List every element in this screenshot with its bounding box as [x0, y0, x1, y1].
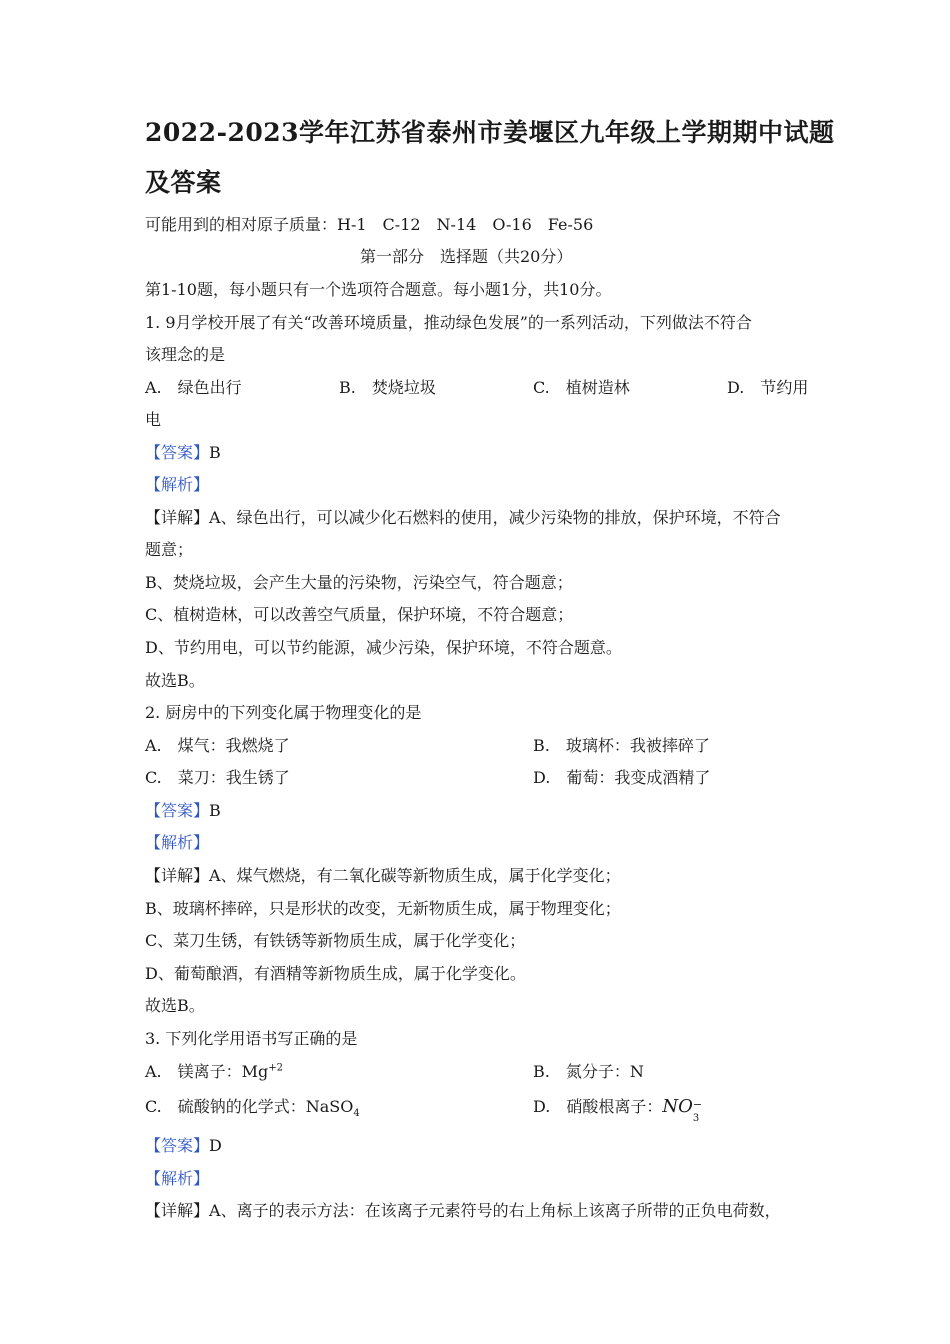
q1-option-a: A. 绿色出行 [145, 378, 242, 397]
q3-option-c [145, 1096, 360, 1118]
detail-tag: 【详解】 [145, 508, 210, 527]
q1-answer-value: B [209, 443, 221, 462]
q2-stem: 2. 厨房中的下列变化属于物理变化的是 [145, 703, 422, 722]
q2-option-a: A. 煤气：我燃烧了 [145, 736, 290, 755]
q2-detail-d: D、葡萄酿酒，有酒精等新物质生成，属于化学变化。 [145, 964, 526, 983]
document-title-continued: 及答案 [145, 168, 222, 197]
q2-detail-b: B、玻璃杯摔碎，只是形状的改变，无新物质生成，属于物理变化； [145, 899, 621, 918]
q3-option-a-formula: Mg [241, 1062, 269, 1081]
q2-option-d: D. 葡萄：我变成酒精了 [533, 768, 711, 787]
q1-detail [145, 507, 781, 529]
q3-option-d-subscript: 3 [692, 1113, 700, 1124]
section-instructions: 第1-10题，每小题只有一个选项符合题意。每小题1分，共10分。 [145, 280, 612, 299]
q3-option-d-charge: − [692, 1098, 703, 1111]
answer-tag: 【答案】 [145, 443, 210, 462]
q1-stem: 1. 9月学校开展了有关“改善环境质量，推动绿色发展”的一系列活动，下列做法不符合 [145, 313, 752, 332]
q3-option-d-scripts [692, 1096, 703, 1124]
q3-option-b: B. 氮分子：N [533, 1062, 644, 1081]
q1-detail-b: B、焚烧垃圾，会产生大量的污染物，污染空气，符合题意； [145, 573, 573, 592]
q1-detail-a-continued: 题意； [145, 540, 194, 559]
answer-tag: 【答案】 [145, 1136, 210, 1155]
detail-tag: 【详解】 [145, 1201, 210, 1220]
q3-option-d-label: D. 硝酸根离子： [533, 1097, 663, 1116]
q3-detail [145, 1200, 781, 1222]
analysis-tag: 【解析】 [145, 833, 210, 852]
q1-option-d-wrap: 电 [145, 410, 162, 429]
analysis-tag: 【解析】 [145, 475, 210, 494]
q2-analysis [145, 832, 209, 854]
detail-tag: 【详解】 [145, 866, 210, 885]
q3-answer [145, 1135, 222, 1157]
q3-option-a-label: A. 镁离子： [145, 1062, 242, 1081]
q2-answer-value: B [209, 801, 221, 820]
q1-detail-c: C、植树造林，可以改善空气质量，保护环境，不符合题意； [145, 605, 574, 624]
q2-detail [145, 865, 621, 887]
q3-analysis [145, 1168, 209, 1190]
q1-analysis [145, 474, 209, 496]
q2-answer [145, 800, 221, 822]
q3-stem: 3. 下列化学用语书写正确的是 [145, 1029, 358, 1048]
q3-option-c-label: C. 硫酸钠的化学式： [145, 1097, 306, 1116]
q3-answer-value: D [209, 1136, 222, 1155]
atomic-masses: 可能用到的相对原子质量：H-1 C-12 N-14 O-16 Fe-56 [145, 215, 594, 234]
q1-answer [145, 442, 221, 464]
q2-detail-c: C、菜刀生锈，有铁锈等新物质生成，属于化学变化； [145, 931, 526, 950]
q1-detail-d: D、节约用电，可以节约能源，减少污染，保护环境，不符合题意。 [145, 638, 622, 657]
q1-conclusion: 故选B。 [145, 671, 205, 690]
q2-conclusion: 故选B。 [145, 996, 205, 1015]
section-heading: 第一部分 选择题（共20分） [360, 247, 573, 266]
q3-option-d-formula: NO [662, 1096, 693, 1117]
document-title: 2022-2023学年江苏省泰州市姜堰区九年级上学期期中试题 [145, 118, 835, 147]
q2-option-b: B. 玻璃杯：我被摔碎了 [533, 736, 710, 755]
q3-option-d [533, 1096, 703, 1124]
answer-tag: 【答案】 [145, 801, 210, 820]
q1-option-b: B. 焚烧垃圾 [339, 378, 436, 397]
q1-option-d: D. 节约用 [727, 378, 809, 397]
q2-option-c: C. 菜刀：我生锈了 [145, 768, 290, 787]
q3-option-a-charge: +2 [268, 1062, 284, 1074]
analysis-tag: 【解析】 [145, 1169, 210, 1188]
q3-option-c-subscript: 4 [353, 1108, 360, 1120]
q2-detail-a: A、煤气燃烧，有二氧化碳等新物质生成，属于化学变化； [209, 866, 621, 885]
q1-detail-a: A、绿色出行，可以减少化石燃料的使用，减少污染物的排放，保护环境，不符合 [209, 508, 781, 527]
q3-detail-a: A、离子的表示方法：在该离子元素符号的右上角标上该离子所带的正负电荷数， [209, 1201, 781, 1220]
q1-option-c: C. 植树造林 [533, 378, 630, 397]
q3-option-c-formula: NaSO [305, 1097, 354, 1116]
q3-option-a [145, 1061, 283, 1083]
q1-stem-continued: 该理念的是 [145, 345, 226, 364]
